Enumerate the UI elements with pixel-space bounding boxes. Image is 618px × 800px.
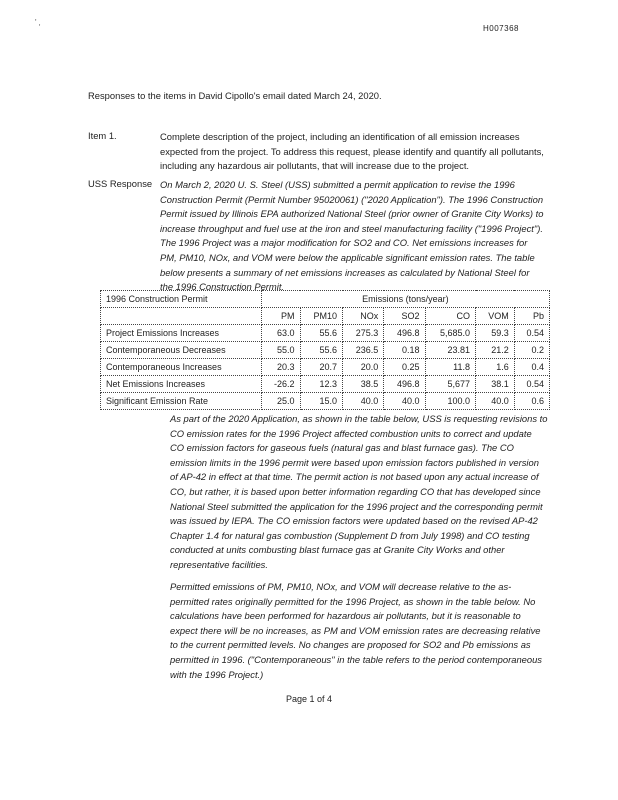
table-cell: 11.8	[425, 359, 476, 376]
document-heading: Responses to the items in David Cipollo's email dated March 24, 2020.	[88, 90, 382, 101]
table-cell: 0.54	[514, 376, 549, 393]
table-cell: 0.2	[514, 342, 549, 359]
table-cell: 20.3	[261, 359, 300, 376]
table-cell: 275.3	[343, 325, 384, 342]
table-cell: 55.0	[261, 342, 300, 359]
page-number: Page 1 of 4	[285, 694, 333, 704]
col-header: PM	[261, 308, 300, 325]
table-row	[101, 376, 550, 393]
col-header: PM10	[300, 308, 342, 325]
table-cell: 1.6	[476, 359, 515, 376]
row-label: Contemporaneous Decreases	[101, 342, 262, 359]
item-text: Complete description of the project, including an identification of all emission increases expected from the project. To address this request, please identify and quantify all pollutants, including any hazardous air pollutants, that will increase due to the project.	[160, 131, 544, 172]
table-cell: 21.2	[476, 342, 515, 359]
item-label: Item 1.	[88, 130, 117, 141]
table-cell: 0.54	[514, 325, 549, 342]
col-header: VOM	[476, 308, 515, 325]
row-label: Contemporaneous Increases	[101, 359, 262, 376]
table-cell: 0.18	[384, 342, 425, 359]
table-cell: 12.3	[300, 376, 342, 393]
table-cell: 38.1	[476, 376, 515, 393]
table-cell: 5,685.0	[425, 325, 476, 342]
col-header: SO2	[384, 308, 425, 325]
bates-number: H007368	[483, 24, 519, 33]
paragraph-co-revisions: As part of the 2020 Application, as shown in the table below, USS is requesting revisions to CO emission rates for the 1996 Project affected combustion units to correct and update CO emission factors for gaseous fuels (natural gas and blast furnace gas). The CO emission limits in the 1996 permit were based upon emission factors published in version of AP-42 in effect at that time. The permit action is not based upon any actual increase of CO, but rather, it is based upon better information regarding CO that has developed since National Steel submitted the application for the 1996 project and the corresponding permit was issued by IEPA. The CO emission factors were updated based on the revised AP-42 Chapter 1.4 for natural gas combustion (Supplement D from July 1998) and CO testing conducted at units combusting blast furnace gas at Granite City Works and other representative facilities.	[170, 413, 548, 570]
table-cell: 40.0	[476, 393, 515, 410]
paragraph-permitted-emissions: Permitted emissions of PM, PM10, NOx, and VOM will decrease relative to the as-permitted rates originally permitted for the 1996 Project, as shown in the table below. No calculations have been performed for hazardous air pollutants, but it is reasonable to expect there will be no increases, as PM and VOM emission rates are decreasing relative to the current permitted levels. No changes are proposed for SO2 and Pb emissions as permitted in 1996. ("Contemporaneous" in the table refers to the period contemporaneous with the 1996 Project.)	[170, 581, 542, 680]
table-cell: 55.6	[300, 342, 342, 359]
col-header: Pb	[514, 308, 549, 325]
col-header: NOx	[343, 308, 384, 325]
col-header: CO	[425, 308, 476, 325]
table-cell: 20.0	[343, 359, 384, 376]
table-cell: 5,677	[425, 376, 476, 393]
table-cell: 0.25	[384, 359, 425, 376]
table-cell: 25.0	[261, 393, 300, 410]
row-label: Significant Emission Rate	[101, 393, 262, 410]
table-cell: 15.0	[300, 393, 342, 410]
table-cell: 40.0	[384, 393, 425, 410]
table-row	[101, 359, 550, 376]
scan-marks: ' ‚	[35, 18, 41, 27]
table-cell: 0.4	[514, 359, 549, 376]
table-cell: 38.5	[343, 376, 384, 393]
table-cell: 55.6	[300, 325, 342, 342]
emissions-table	[100, 290, 550, 410]
table-row	[101, 342, 550, 359]
table-cell: 236.5	[343, 342, 384, 359]
row-label: Project Emissions Increases	[101, 325, 262, 342]
table-cell: 496.8	[384, 376, 425, 393]
table-cell: 63.0	[261, 325, 300, 342]
table-cell: 0.6	[514, 393, 549, 410]
table-cell: 496.8	[384, 325, 425, 342]
row-label: Net Emissions Increases	[101, 376, 262, 393]
table-header-row	[101, 308, 550, 325]
table-group-header: Emissions (tons/year)	[261, 291, 549, 308]
table-cell: 40.0	[343, 393, 384, 410]
table-row	[101, 325, 550, 342]
table-cell: 20.7	[300, 359, 342, 376]
table-cell: 100.0	[425, 393, 476, 410]
table-cell: 23.81	[425, 342, 476, 359]
response-label: USS Response	[88, 178, 153, 189]
table-cell: -26.2	[261, 376, 300, 393]
table-cell: 59.3	[476, 325, 515, 342]
table-title: 1996 Construction Permit	[101, 291, 262, 308]
table-row	[101, 393, 550, 410]
response-text: On March 2, 2020 U. S. Steel (USS) submitted a permit application to revise the 1996 Construction Permit (Permit Number 95020061) ("2020 Application"). The 1996 Construction Permit issued by Illinois EPA authorized National Steel (prior owner of Granite City Works) to increase throughput and fuel use at the iron and steel manufacturing facility ("1996 Project"). The 1996 Project was a major modification for SO2 and CO. Net emissions increases for PM, PM10, NOx, and VOM were below the applicable significant emission rates. The table below presents a summary of net emissions increases as calculated by National Steel for the 1996 Construction Permit.	[160, 179, 544, 293]
